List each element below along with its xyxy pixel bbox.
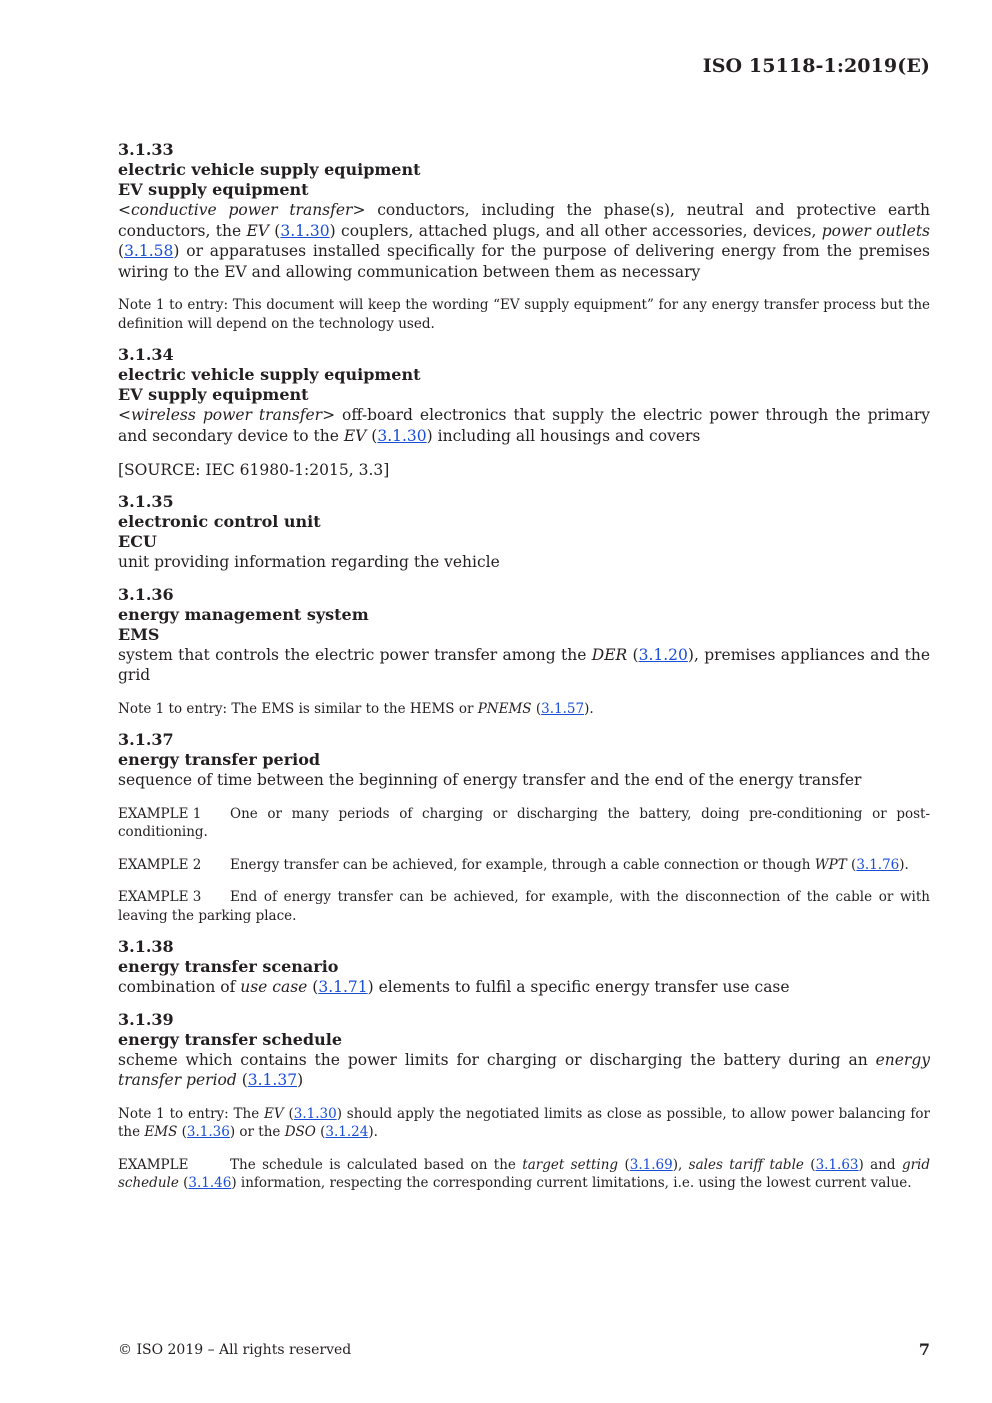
cross-reference-link[interactable]: 3.1.36 — [186, 1124, 230, 1140]
term-entry — [118, 140, 930, 333]
italic-term-text: PNEMS — [477, 700, 532, 717]
term-name: energy management system — [118, 604, 369, 624]
text-run: ( — [236, 1071, 248, 1089]
italic-term-text: EV — [264, 1105, 284, 1122]
text-run: End of energy transfer can be achieved, for example, with the disconnection of the cable or with leaving the parking place. — [118, 889, 930, 924]
term-name: EV supply equipment — [118, 385, 309, 404]
text-run: ( — [307, 978, 319, 996]
text-run: ) couplers, attached plugs, and all other accessories, devices, — [329, 221, 822, 240]
italic-term-text: <wireless power transfer> — [118, 406, 336, 424]
term-entry — [118, 585, 930, 719]
text-run: scheme which contains the power limits for charging or discharging the battery during an — [118, 1050, 876, 1069]
term-number: 3.1.33 — [118, 140, 174, 159]
text-run: ) information, respecting the corresponding current limitations, i.e. using the lowest current value. — [231, 1175, 912, 1191]
term-name: energy transfer period — [118, 750, 321, 769]
text-run: ( — [846, 856, 857, 873]
text-run: system that controls the electric power transfer among the — [118, 645, 592, 664]
term-entry — [118, 730, 930, 925]
text-run: combination of — [118, 978, 241, 996]
text-run: sequence of time between the beginning of energy transfer and the end of the energy transfer — [118, 771, 862, 789]
cross-reference-link[interactable]: 3.1.46 — [188, 1175, 232, 1191]
text-run: off-board electronics that supply the electric power through the primary and secondary device to the — [118, 406, 930, 445]
term-number: 3.1.38 — [118, 937, 174, 956]
term-definition — [118, 552, 930, 573]
term-entry — [118, 345, 930, 480]
cross-reference-link[interactable]: 3.1.57 — [541, 700, 585, 717]
text-run: ( — [627, 645, 639, 664]
text-run: ), — [672, 1156, 689, 1173]
italic-term-text: energy transfer period — [118, 1050, 930, 1089]
term-definition — [118, 405, 930, 446]
term-definition — [118, 1050, 930, 1091]
term-number: 3.1.36 — [118, 584, 174, 604]
term-number: 3.1.39 — [118, 1009, 174, 1029]
cross-reference-link[interactable]: 3.1.20 — [638, 645, 688, 664]
term-name: electric vehicle supply equipment — [118, 365, 421, 384]
note-to-entry — [118, 700, 930, 719]
example-label: EXAMPLE 3 — [118, 889, 202, 905]
italic-term-text: power outlets — [821, 221, 931, 240]
term-definition — [118, 770, 930, 791]
text-run: unit providing information regarding the vehicle — [118, 553, 500, 571]
term-name: energy transfer scenario — [118, 957, 339, 976]
copyright-notice: © ISO 2019 – All rights reserved — [118, 1342, 352, 1358]
term-entry — [118, 1010, 930, 1193]
term-definition — [118, 200, 930, 282]
italic-term-text: grid schedule — [118, 1156, 931, 1191]
example — [118, 805, 930, 842]
term-name: EMS — [118, 624, 160, 644]
text-run: Note 1 to entry: This document will keep the wording “EV supply equipment” for any energy transfer process but the definition will depend on the technology used. — [118, 297, 930, 332]
text-run: ). — [899, 856, 909, 873]
example-label: EXAMPLE — [118, 1156, 189, 1173]
text-run: ), premises appliances and the grid — [118, 645, 930, 684]
text-run: ( — [531, 700, 542, 717]
text-run: ( — [315, 1124, 326, 1140]
italic-term-text: DER — [591, 645, 628, 664]
text-run: conductors, including the phase(s), neutral and protective earth conductors, the — [118, 201, 931, 240]
note-to-entry — [118, 296, 930, 333]
text-run: ) or apparatuses installed specifically for the purpose of delivering energy from the premises wiring to the EV and allowing communication between them as necessary — [118, 242, 930, 281]
cross-reference-link[interactable]: 3.1.71 — [318, 978, 368, 996]
document-code: ISO 15118-1:2019(E) — [702, 55, 930, 77]
term-entry — [118, 492, 930, 573]
text-run: ) elements to fulfil a specific energy transfer use case — [367, 978, 790, 996]
text-run: ) and — [858, 1156, 902, 1173]
example-label: EXAMPLE 1 — [118, 805, 202, 822]
italic-term-text: target setting — [522, 1156, 619, 1173]
term-definition — [118, 977, 930, 998]
cross-reference-link[interactable]: 3.1.24 — [325, 1124, 369, 1140]
term-entry — [118, 937, 930, 998]
term-name: energy transfer schedule — [118, 1029, 343, 1049]
text-run: ( — [803, 1156, 816, 1173]
term-definition — [118, 645, 930, 686]
italic-term-text: EMS — [144, 1124, 178, 1140]
example — [118, 856, 930, 875]
text-run: ). — [368, 1124, 378, 1140]
text-run: ( — [283, 1105, 294, 1122]
text-run: ( — [118, 242, 125, 260]
text-run: ( — [177, 1124, 187, 1140]
text-run: Energy transfer can be achieved, for example, through a cable connection or though — [230, 856, 815, 873]
cross-reference-link[interactable]: 3.1.76 — [856, 856, 900, 873]
text-run: ) — [297, 1071, 304, 1089]
example — [118, 1156, 930, 1193]
cross-reference-link[interactable]: 3.1.30 — [293, 1105, 337, 1122]
term-name: electric vehicle supply equipment — [118, 160, 421, 179]
term-number: 3.1.37 — [118, 730, 174, 749]
italic-term-text: use case — [240, 978, 308, 996]
note-to-entry — [118, 1105, 930, 1142]
term-name: EV supply equipment — [118, 180, 309, 199]
example-label: EXAMPLE 2 — [118, 856, 202, 873]
cross-reference-link[interactable]: 3.1.63 — [815, 1156, 859, 1173]
cross-reference-link[interactable]: 3.1.58 — [124, 242, 174, 260]
text-run: ( — [178, 1175, 189, 1191]
italic-term-text: EV — [246, 221, 269, 240]
terms-and-definitions — [118, 140, 930, 1205]
term-number: 3.1.34 — [118, 345, 174, 364]
source-citation: [SOURCE: IEC 61980-1:2015, 3.3] — [118, 461, 390, 479]
text-run: One or many periods of charging or discharging the battery, doing pre-conditioning or post-conditioning. — [118, 805, 930, 840]
text-run: ( — [268, 221, 281, 240]
term-number: 3.1.35 — [118, 492, 174, 511]
text-run: ) including all housings and covers — [426, 426, 701, 445]
cross-reference-link[interactable]: 3.1.69 — [629, 1156, 673, 1173]
italic-term-text: EV — [343, 426, 367, 445]
text-run: The schedule is calculated based on the — [230, 1156, 523, 1173]
cross-reference-link[interactable]: 3.1.30 — [377, 426, 427, 445]
text-run: ) should apply the negotiated limits as close as possible, to allow power balancing for the — [118, 1105, 930, 1140]
page-number: 7 — [918, 1340, 930, 1359]
cross-reference-link[interactable]: 3.1.30 — [280, 221, 330, 240]
text-run: ) or the — [229, 1124, 285, 1140]
term-name: electronic control unit — [118, 512, 321, 531]
text-run: ( — [618, 1156, 630, 1173]
text-run: Note 1 to entry: The — [118, 1105, 265, 1122]
text-run: ). — [584, 700, 594, 717]
cross-reference-link[interactable]: 3.1.37 — [247, 1071, 298, 1089]
text-run: ( — [366, 426, 378, 445]
term-name: ECU — [118, 532, 157, 551]
italic-term-text: DSO — [284, 1124, 316, 1140]
italic-term-text: WPT — [814, 856, 847, 873]
text-run: Note 1 to entry: The EMS is similar to the HEMS or — [118, 700, 478, 717]
italic-term-text: sales tariff table — [688, 1156, 804, 1173]
italic-term-text: <conductive power transfer> — [118, 201, 366, 219]
example — [118, 888, 930, 925]
